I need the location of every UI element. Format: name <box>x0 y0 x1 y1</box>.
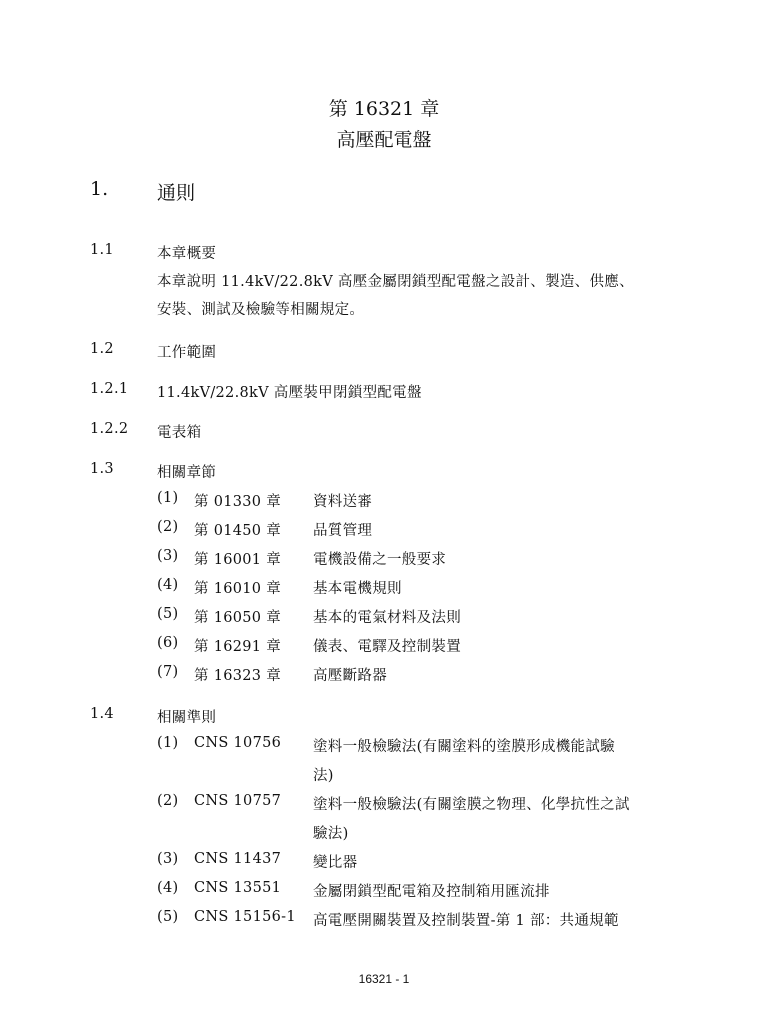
related-chapter-desc: 品質管理 <box>313 523 373 539</box>
section-1-1-text-line2: 安裝、測試及檢驗等相關規定。 <box>157 302 365 318</box>
related-chapter-code: 第 16010 章 <box>194 581 282 597</box>
related-chapter-index: (7) <box>157 664 179 680</box>
related-chapter-index: (3) <box>157 548 179 564</box>
chapter-number: 第 16321 章 <box>328 98 440 120</box>
section-1-2-2-title: 電表箱 <box>157 425 202 441</box>
related-standard-desc: 塗料一般檢驗法(有關塗膜之物理、化學抗性之試 <box>313 797 630 813</box>
related-chapter-index: (5) <box>157 606 179 622</box>
related-chapter-code: 第 01330 章 <box>194 494 282 510</box>
related-standard-desc: 高電壓開關裝置及控制裝置-第 1 部：共通規範 <box>313 913 619 929</box>
section-1-2-2-number: 1.2.2 <box>90 421 129 437</box>
related-standard-desc-cont: 法) <box>313 768 334 784</box>
related-standard-desc: 金屬閉鎖型配電箱及控制箱用匯流排 <box>313 884 550 900</box>
section-1-2-1-number: 1.2.1 <box>90 381 129 397</box>
related-standard-desc: 變比器 <box>313 855 358 871</box>
section-1-3-title: 相關章節 <box>157 465 217 481</box>
section-1-1-number: 1.1 <box>90 242 114 258</box>
related-standard-desc-cont: 驗法) <box>313 826 349 842</box>
related-standard-index: (1) <box>157 735 179 751</box>
section-1-1-text-line1: 本章說明 11.4kV/22.8kV 高壓金屬閉鎖型配電盤之設計、製造、供應、 <box>157 274 634 290</box>
section-1-3-number: 1.3 <box>90 461 114 477</box>
related-chapter-index: (6) <box>157 635 179 651</box>
related-standard-index: (2) <box>157 793 179 809</box>
related-standard-index: (3) <box>157 851 179 867</box>
related-chapter-index: (1) <box>157 490 179 506</box>
related-chapter-index: (4) <box>157 577 179 593</box>
related-standard-code: CNS 10757 <box>194 793 282 809</box>
section-1-2-1-title: 11.4kV/22.8kV 高壓裝甲閉鎖型配電盤 <box>157 385 422 401</box>
section-1-4-number: 1.4 <box>90 706 114 722</box>
related-chapter-desc: 儀表、電驛及控制裝置 <box>313 639 461 655</box>
related-standard-desc: 塗料一般檢驗法(有關塗料的塗膜形成機能試驗 <box>313 739 615 755</box>
related-chapter-desc: 資料送審 <box>313 494 373 510</box>
chapter-title: 高壓配電盤 <box>336 129 432 151</box>
related-standard-index: (4) <box>157 880 179 896</box>
related-chapter-code: 第 16050 章 <box>194 610 282 626</box>
related-chapter-desc: 電機設備之一般要求 <box>313 552 447 568</box>
related-standard-code: CNS 11437 <box>194 851 282 867</box>
related-chapter-code: 第 16001 章 <box>194 552 282 568</box>
related-standard-index: (5) <box>157 909 179 925</box>
related-chapter-desc: 基本的電氣材料及法則 <box>313 610 461 626</box>
related-chapter-code: 第 01450 章 <box>194 523 282 539</box>
section-1-4-title: 相關準則 <box>157 710 217 726</box>
page-number: 16321 - 1 <box>358 972 410 986</box>
section-1-title: 通則 <box>157 182 196 204</box>
section-1-2-title: 工作範圍 <box>157 345 217 361</box>
related-standard-code: CNS 10756 <box>194 735 282 751</box>
section-1-2-number: 1.2 <box>90 341 114 357</box>
related-standard-code: CNS 13551 <box>194 880 282 896</box>
section-1-number: 1. <box>90 178 109 200</box>
related-chapter-code: 第 16291 章 <box>194 639 282 655</box>
section-1-1-title: 本章概要 <box>157 246 217 262</box>
related-chapter-index: (2) <box>157 519 179 535</box>
related-standard-code: CNS 15156-1 <box>194 909 296 925</box>
related-chapter-desc: 基本電機規則 <box>313 581 402 597</box>
related-chapter-code: 第 16323 章 <box>194 668 282 684</box>
related-chapter-desc: 高壓斷路器 <box>313 668 387 684</box>
